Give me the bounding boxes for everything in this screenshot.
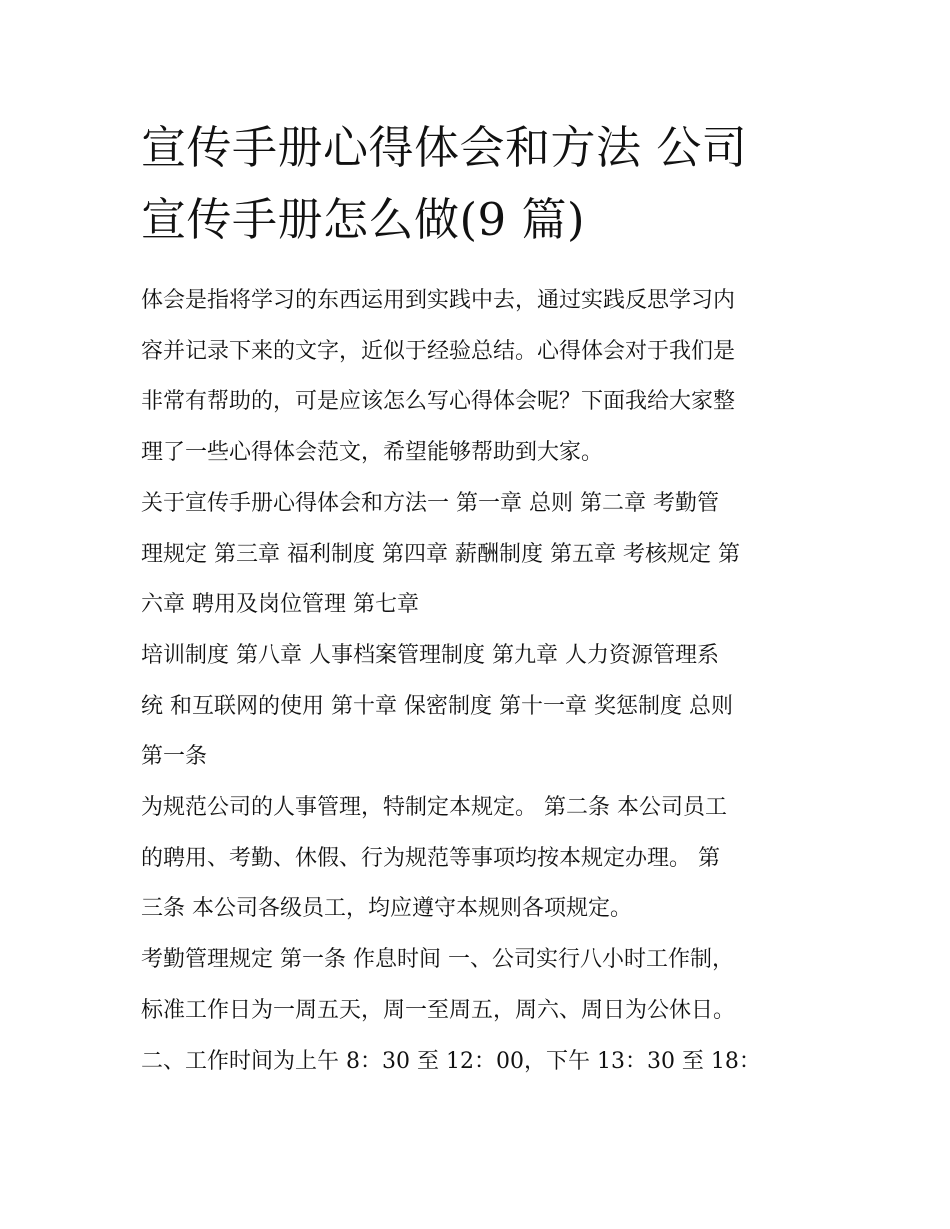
- paragraph-line: 为规范公司的人事管理，特制定本规定。 第二条 本公司员工: [141, 795, 727, 821]
- paragraph-line: 六章 聘用及岗位管理 第七章: [141, 592, 419, 618]
- attendance-rules-paragraph: [141, 935, 813, 1087]
- document-title: [141, 112, 813, 256]
- paragraph-line: 体会是指将学习的东西运用到实践中去，通过实践反思学习内: [141, 288, 736, 313]
- general-rules-paragraph: [141, 783, 813, 935]
- intro-paragraph: [141, 276, 813, 479]
- chapter-list-continued-paragraph: [141, 631, 813, 783]
- paragraph-line: 第一条: [141, 744, 208, 770]
- paragraph-line: 标准工作日为一周五天，周一至周五，周六、周日为公休日。: [141, 997, 736, 1023]
- paragraph-line: 的聘用、考勤、休假、行为规范等事项均按本规定办理。 第: [141, 845, 720, 871]
- paragraph-line: 统 和互联网的使用 第十章 保密制度 第十一章 奖惩制度 总则: [141, 693, 733, 719]
- paragraph-line: 非常有帮助的，可是应该怎么写心得体会呢？下面我给大家整: [141, 389, 736, 415]
- paragraph-line: 容并记录下来的文字，近似于经验总结。心得体会对于我们是: [141, 338, 736, 364]
- document-content: [141, 112, 813, 1087]
- paragraph-line: 培训制度 第八章 人事档案管理制度 第九章 人力资源管理系: [141, 642, 719, 668]
- paragraph-line: 考勤管理规定 第一条 作息时间 一、公司实行八小时工作制，: [141, 947, 734, 973]
- title-line: 宣传手册怎么做(9 篇): [141, 193, 586, 246]
- paragraph-line: 理规定 第三章 福利制度 第四章 薪酬制度 第五章 考核规定 第: [141, 541, 740, 567]
- paragraph-line: 三条 本公司各级员工，均应遵守本规则各项规定。: [141, 896, 632, 922]
- paragraph-line: 关于宣传手册心得体会和方法一 第一章 总则 第二章 考勤管: [141, 490, 719, 516]
- paragraph-line: 二、工作时间为上午 8：30 至 12：00，下午 13：30 至 18：: [141, 1048, 761, 1074]
- chapter-list-paragraph: [141, 479, 813, 631]
- paragraph-line: 理了一些心得体会范文，希望能够帮助到大家。: [141, 440, 604, 466]
- title-line: 宣传手册心得体会和方法 公司: [141, 121, 748, 174]
